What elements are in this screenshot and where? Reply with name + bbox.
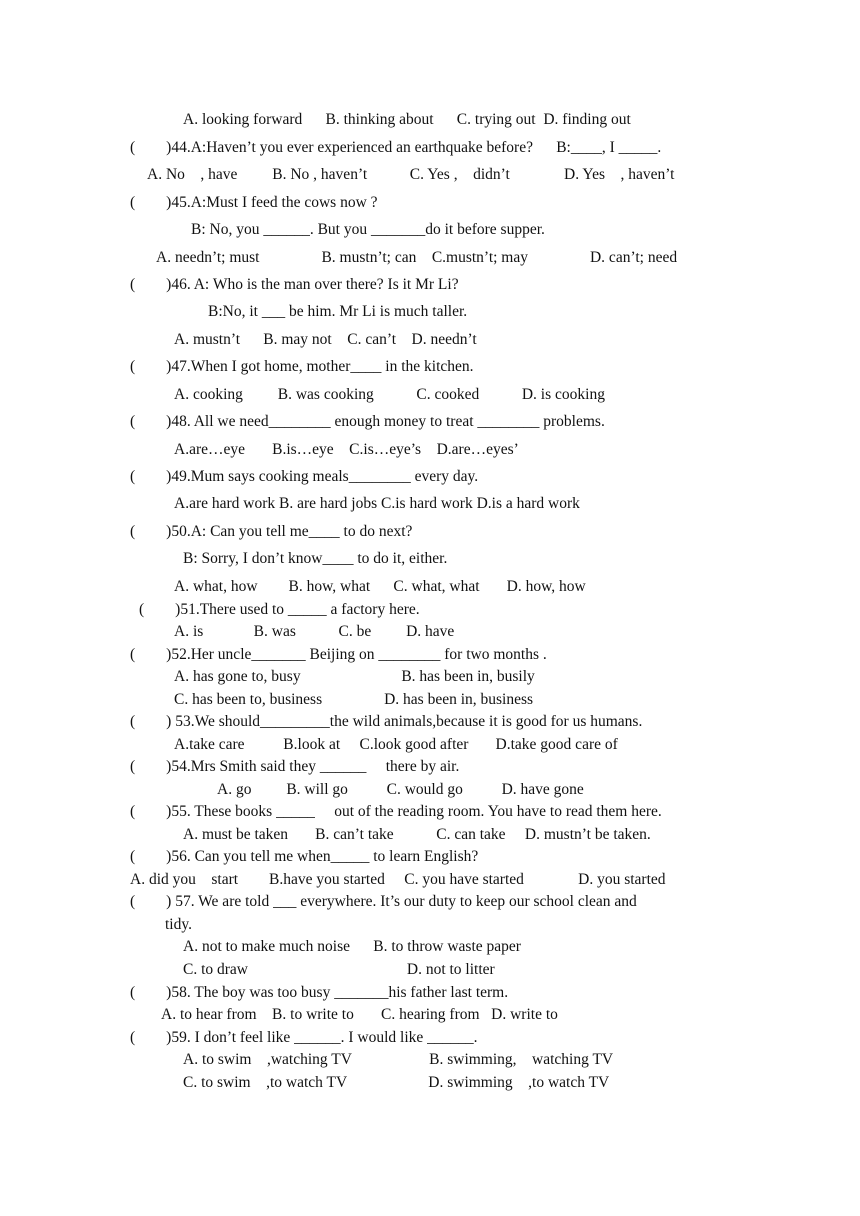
q49-options: A.are hard work B. are hard jobs C.is hard work D.is a hard work xyxy=(174,495,580,512)
q44-question: ( )44.A:Haven’t you ever experienced an earthquake before? B:____, I _____. xyxy=(130,139,662,156)
q57-options-ab: A. not to make much noise B. to throw waste paper xyxy=(183,938,521,955)
q46-response: B:No, it ___ be him. Mr Li is much taller. xyxy=(208,303,468,320)
q55-question: ( )55. These books _____ out of the reading room. You have to read them here. xyxy=(130,803,662,820)
q55-options: A. must be taken B. can’t take C. can take D. mustn’t be taken. xyxy=(183,826,651,843)
q50-response: B: Sorry, I don’t know____ to do it, either. xyxy=(183,550,448,567)
q59-options-ab: A. to swim ,watching TV B. swimming, watching TV xyxy=(183,1051,614,1068)
q49-question: ( )49.Mum says cooking meals________ every day. xyxy=(130,468,479,485)
q57-options-cd: C. to draw D. not to litter xyxy=(183,961,495,978)
q51-question: ( )51.There used to _____ a factory here. xyxy=(139,601,420,618)
q52-options-ab: A. has gone to, busy B. has been in, busily xyxy=(174,668,535,685)
q53-question: ( ) 53.We should_________the wild animals,because it is good for us humans. xyxy=(130,713,643,730)
q43-options: A. looking forward B. thinking about C. trying out D. finding out xyxy=(183,111,631,128)
q45-options: A. needn’t; must B. mustn’t; can C.mustn’t; may D. can’t; need xyxy=(156,249,678,266)
q53-options: A.take care B.look at C.look good after D.take good care of xyxy=(174,736,618,753)
q52-options-cd: C. has been to, business D. has been in, business xyxy=(174,691,534,708)
q57-question-continued: tidy. xyxy=(165,916,192,933)
q48-question: ( )48. All we need________ enough money to treat ________ problems. xyxy=(130,413,605,430)
q47-options: A. cooking B. was cooking C. cooked D. is cooking xyxy=(174,386,605,403)
q59-options-cd: C. to swim ,to watch TV D. swimming ,to watch TV xyxy=(183,1074,610,1091)
q58-question: ( )58. The boy was too busy _______his father last term. xyxy=(130,984,509,1001)
q50-options: A. what, how B. how, what C. what, what D. how, how xyxy=(174,578,586,595)
q56-question: ( )56. Can you tell me when_____ to learn English? xyxy=(130,848,479,865)
q57-question: ( ) 57. We are told ___ everywhere. It’s our duty to keep our school clean and xyxy=(130,893,637,910)
q46-question: ( )46. A: Who is the man over there? Is it Mr Li? xyxy=(130,276,459,293)
q44-options: A. No , have B. No , haven’t C. Yes , didn’t D. Yes , haven’t xyxy=(147,166,675,183)
q45-question: ( )45.A:Must I feed the cows now ? xyxy=(130,194,378,211)
q56-options: A. did you start B.have you started C. you have started D. you started xyxy=(130,871,666,888)
q52-question: ( )52.Her uncle_______ Beijing on ________ for two months . xyxy=(130,646,547,663)
q50-question: ( )50.A: Can you tell me____ to do next? xyxy=(130,523,413,540)
q45-response: B: No, you ______. But you _______do it before supper. xyxy=(191,221,545,238)
q47-question: ( )47.When I got home, mother____ in the kitchen. xyxy=(130,358,474,375)
q58-options: A. to hear from B. to write to C. hearing from D. write to xyxy=(161,1006,558,1023)
q54-question: ( )54.Mrs Smith said they ______ there by air. xyxy=(130,758,460,775)
q51-options: A. is B. was C. be D. have xyxy=(174,623,455,640)
q46-options: A. mustn’t B. may not C. can’t D. needn’t xyxy=(174,331,477,348)
q48-options: A.are…eye B.is…eye C.is…eye’s D.are…eyes’ xyxy=(174,441,519,458)
q54-options: A. go B. will go C. would go D. have gone xyxy=(217,781,584,798)
q59-question: ( )59. I don’t feel like ______. I would like ______. xyxy=(130,1029,478,1046)
